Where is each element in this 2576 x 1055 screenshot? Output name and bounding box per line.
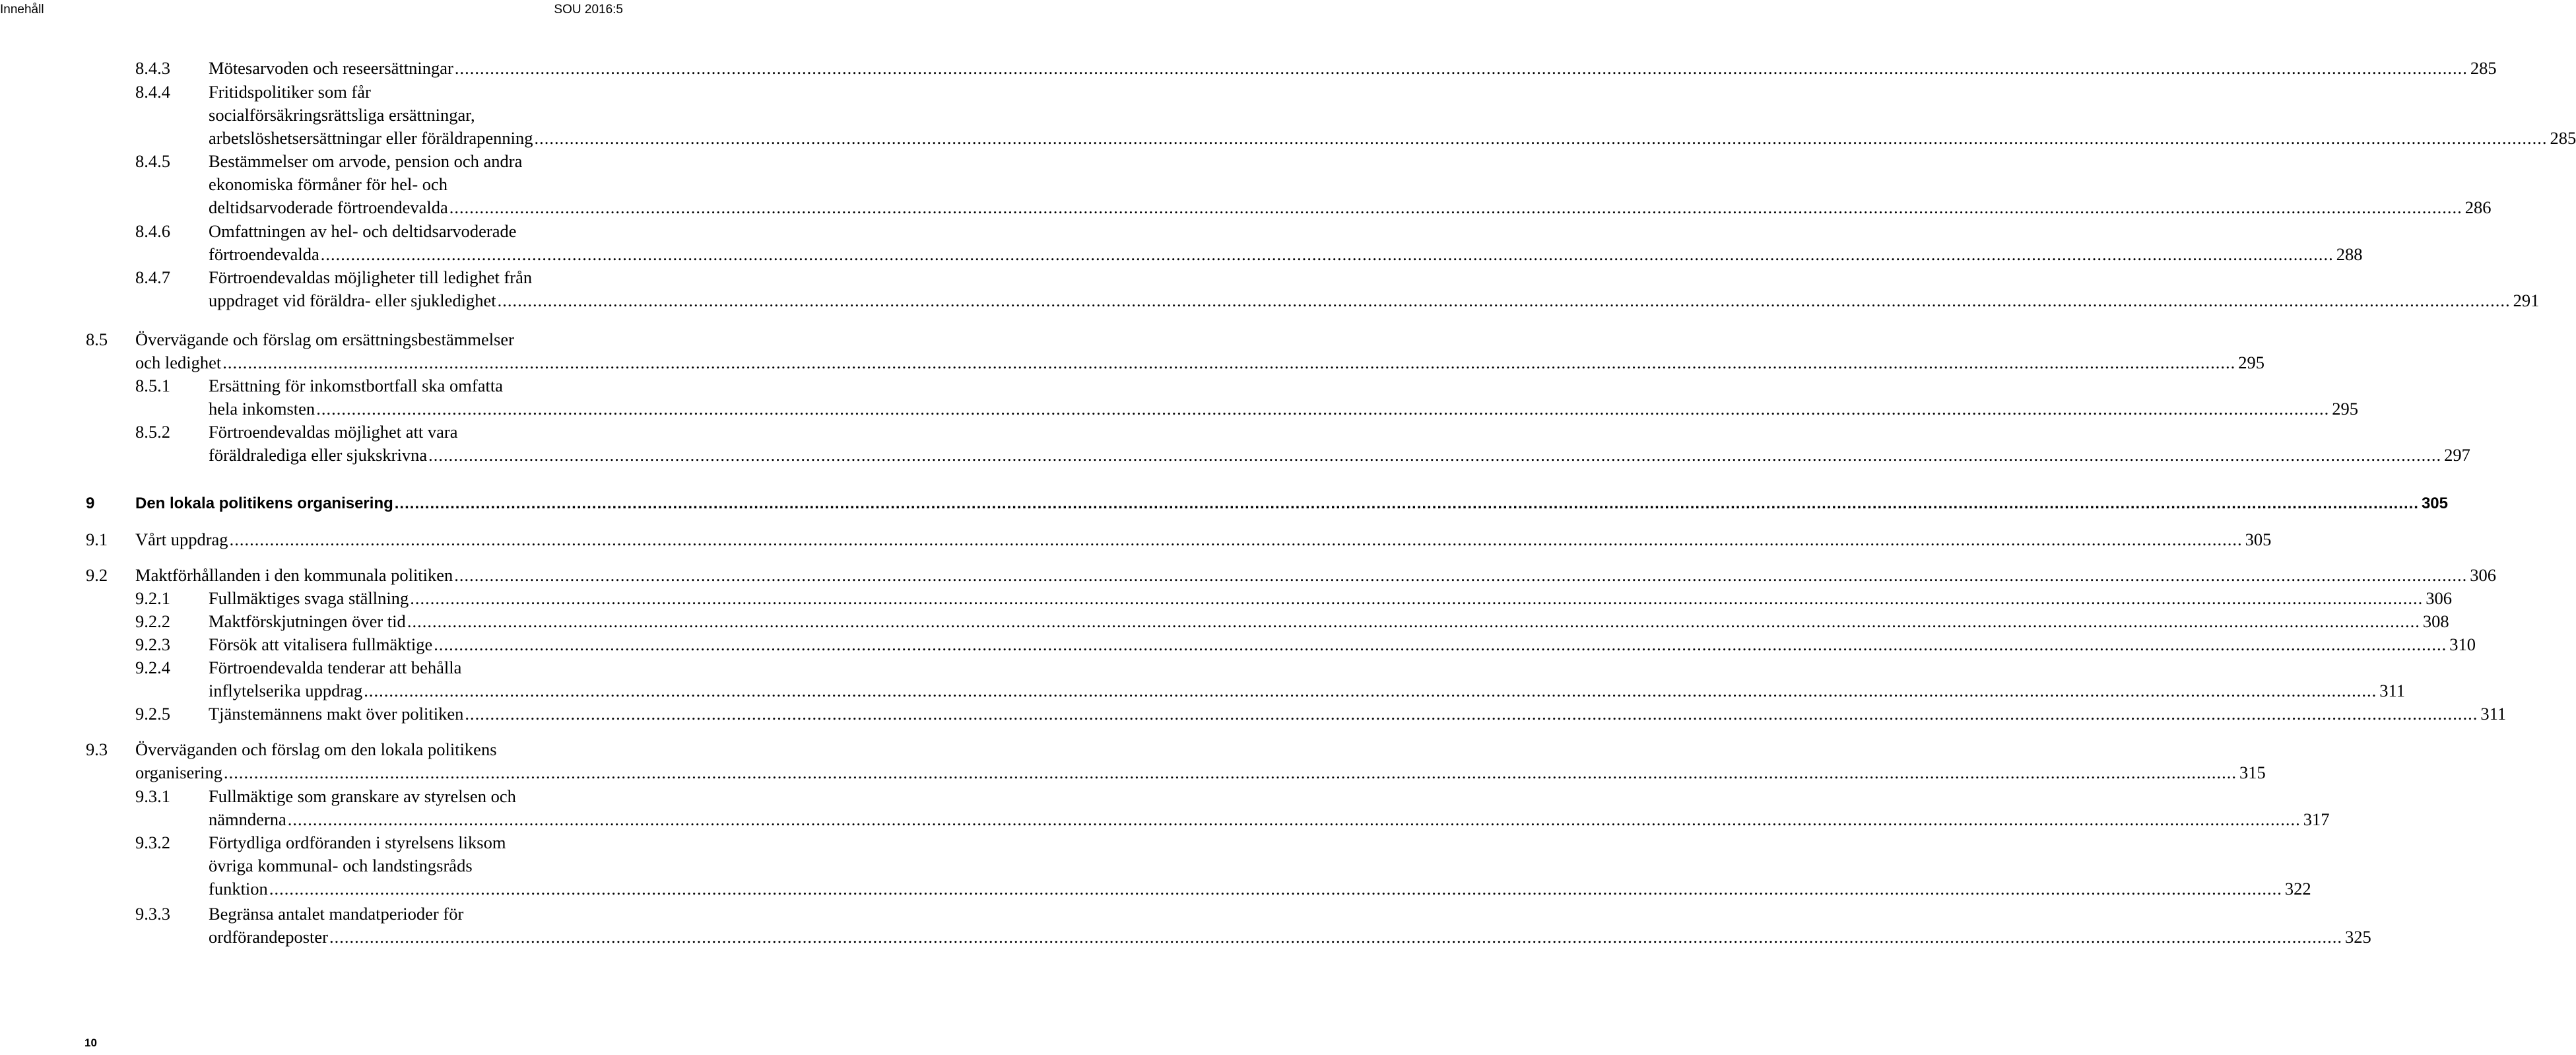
page-number: 10 — [84, 1037, 97, 1049]
toc-entry-title: Ersättning för inkomstbortfall ska omfatta — [209, 376, 503, 395]
dot-leader: ................................................................................................................................................................................................................................................................................................................................................................................................................ — [410, 588, 2424, 608]
toc-entry-title: föräldralediga eller sjukskrivna — [209, 445, 428, 465]
dot-leader: ................................................................................................................................................................................................................................................................................................................................................................................................................ — [394, 494, 2419, 512]
toc-entry-title: Bestämmelser om arvode, pension och andra — [209, 151, 523, 171]
toc-entry-title: Förtroendevalda tenderar att behålla — [209, 658, 462, 677]
toc-entry-page: 285 — [2550, 128, 2576, 148]
toc-entry-title: Vårt uppdrag — [135, 529, 228, 549]
toc-entry-number: 9.3.2 — [135, 833, 170, 852]
toc-entry-title: ordförandeposter — [209, 927, 329, 947]
toc-entry-number: 9 — [86, 494, 95, 512]
toc-entry-title: Tjänstemännens makt över politiken — [209, 704, 464, 724]
dot-leader: ................................................................................................................................................................................................................................................................................................................................................................................................................ — [407, 611, 2420, 631]
toc-entry-title: funktion — [209, 879, 268, 899]
dot-leader: ................................................................................................................................................................................................................................................................................................................................................................................................................ — [454, 58, 2468, 78]
toc-entry-page: 286 — [2464, 197, 2492, 217]
toc-entry-number: 8.4.7 — [135, 267, 170, 287]
toc-entry-title: Den lokala politikens organisering — [135, 494, 393, 512]
dot-leader: ................................................................................................................................................................................................................................................................................................................................................................................................................ — [534, 128, 2548, 148]
toc-entry-title: inflytelserika uppdrag — [209, 681, 363, 700]
dot-leader: ................................................................................................................................................................................................................................................................................................................................................................................................................ — [434, 634, 2447, 654]
toc-entry-number: 8.4.6 — [135, 221, 170, 241]
dot-leader: ................................................................................................................................................................................................................................................................................................................................................................................................................ — [364, 681, 2377, 700]
toc-entry-title: Omfattningen av hel- och deltidsarvoderade — [209, 221, 517, 241]
dot-leader: ................................................................................................................................................................................................................................................................................................................................................................................................................ — [222, 353, 2236, 372]
toc-entry-title: Förtydliga ordföranden i styrelsens liksom — [209, 833, 506, 852]
toc-entry-page: 311 — [2379, 681, 2406, 700]
toc-entry-page: 305 — [2245, 529, 2272, 549]
toc-entry-number: 9.2.2 — [135, 611, 170, 631]
dot-leader: ................................................................................................................................................................................................................................................................................................................................................................................................................ — [320, 244, 2334, 264]
dot-leader: ................................................................................................................................................................................................................................................................................................................................................................................................................ — [287, 809, 2301, 829]
toc-entry-page: 317 — [2303, 809, 2330, 829]
toc-entry-title: Fullmäktige som granskare av styrelsen och — [209, 786, 516, 806]
toc-entry-title: övriga kommunal- och landstingsråds — [209, 856, 473, 875]
dot-leader: ................................................................................................................................................................................................................................................................................................................................................................................................................ — [329, 927, 2343, 947]
toc-entry-number: 9.3.1 — [135, 786, 170, 806]
toc-entry-title: Överväganden och förslag om den lokala politikens — [135, 739, 497, 759]
dot-leader: ................................................................................................................................................................................................................................................................................................................................................................................................................ — [454, 565, 2468, 585]
toc-entry-number: 9.3.3 — [135, 904, 170, 924]
dot-leader: ................................................................................................................................................................................................................................................................................................................................................................................................................ — [497, 290, 2511, 310]
toc-entry-title: organisering — [135, 763, 222, 782]
toc-entry-title: Fritidspolitiker som får — [209, 82, 371, 102]
toc-entry-title: socialförsäkringsrättsliga ersättningar, — [209, 105, 475, 125]
toc-entry-title: Begränsa antalet mandatperioder för — [209, 904, 464, 924]
dot-leader: ................................................................................................................................................................................................................................................................................................................................................................................................................ — [428, 445, 2442, 465]
toc-entry-number: 8.5.2 — [135, 422, 170, 442]
toc-entry-page: 310 — [2449, 634, 2476, 654]
toc-entry-title: Försök att vitalisera fullmäktige — [209, 634, 433, 654]
toc-entry-page: 306 — [2470, 565, 2497, 585]
toc-entry-number: 9.1 — [86, 529, 108, 549]
toc-entry-page: 311 — [2480, 704, 2507, 724]
toc-entry-title: hela inkomsten — [209, 399, 315, 419]
toc-entry-page: 291 — [2513, 290, 2540, 310]
dot-leader: ................................................................................................................................................................................................................................................................................................................................................................................................................ — [449, 197, 2462, 217]
toc-entry-number: 9.3 — [86, 739, 108, 759]
toc-entry-number: 8.4.4 — [135, 82, 170, 102]
toc-entry-title: förtroendevalda — [209, 244, 319, 264]
toc-entry-title: nämnderna — [209, 809, 286, 829]
toc-entry-page: 285 — [2470, 58, 2497, 78]
toc-entry-page: 295 — [2238, 353, 2264, 372]
toc-entry-number: 9.2 — [86, 565, 108, 585]
dot-leader: ................................................................................................................................................................................................................................................................................................................................................................................................................ — [229, 529, 2243, 549]
toc-entry-page: 315 — [2239, 763, 2266, 782]
toc-entry-title: Fullmäktiges svaga ställning — [209, 588, 409, 608]
toc-entry-title: arbetslöshetsersättningar eller föräldrapenning — [209, 128, 533, 148]
dot-leader: ................................................................................................................................................................................................................................................................................................................................................................................................................ — [223, 763, 2237, 782]
toc-entry-title: och ledighet — [135, 353, 222, 372]
toc-entry-number: 8.5.1 — [135, 376, 170, 395]
toc-entry-page: 288 — [2336, 244, 2363, 264]
toc-entry-title: Maktförskjutningen över tid — [209, 611, 406, 631]
running-header-report-id: SOU 2016:5 — [554, 3, 623, 17]
toc-entry-title: Mötesarvoden och reseersättningar — [209, 58, 453, 78]
toc-entry-title: Förtroendevaldas möjligheter till ledighet från — [209, 267, 533, 287]
toc-entry-page: 308 — [2422, 611, 2449, 631]
toc-entry-page: 306 — [2426, 588, 2452, 608]
toc-entry-number: 9.2.5 — [135, 704, 170, 724]
toc-entry-title: Förtroendevaldas möjlighet att vara — [209, 422, 458, 442]
toc-entry-title: Övervägande och förslag om ersättningsbestämmelser — [135, 329, 514, 349]
toc-entry-number: 8.4.3 — [135, 58, 170, 78]
toc-entry-title: Maktförhållanden i den kommunala politiken — [135, 565, 453, 585]
running-header-section: Innehåll — [0, 3, 44, 17]
toc-entry-number: 9.2.1 — [135, 588, 170, 608]
toc-entry-page: 295 — [2332, 399, 2358, 419]
dot-leader: ................................................................................................................................................................................................................................................................................................................................................................................................................ — [269, 879, 2282, 899]
toc-entry-number: 9.2.3 — [135, 634, 170, 654]
toc-entry-title: ekonomiska förmåner för hel- och — [209, 174, 448, 194]
toc-entry-title: uppdraget vid föräldra- eller sjukledighet — [209, 290, 496, 310]
toc-entry-page: 322 — [2284, 879, 2311, 899]
toc-entry-page: 325 — [2345, 927, 2371, 947]
dot-leader: ................................................................................................................................................................................................................................................................................................................................................................................................................ — [316, 399, 2330, 419]
toc-entry-title: deltidsarvoderade förtroendevalda — [209, 197, 448, 217]
toc-entry-number: 8.5 — [86, 329, 108, 349]
dot-leader: ................................................................................................................................................................................................................................................................................................................................................................................................................ — [465, 704, 2478, 724]
toc-entry-number: 9.2.4 — [135, 658, 170, 677]
toc-entry-page: 297 — [2444, 445, 2470, 465]
toc-entry-number: 8.4.5 — [135, 151, 170, 171]
toc-entry-page: 305 — [2421, 494, 2448, 512]
